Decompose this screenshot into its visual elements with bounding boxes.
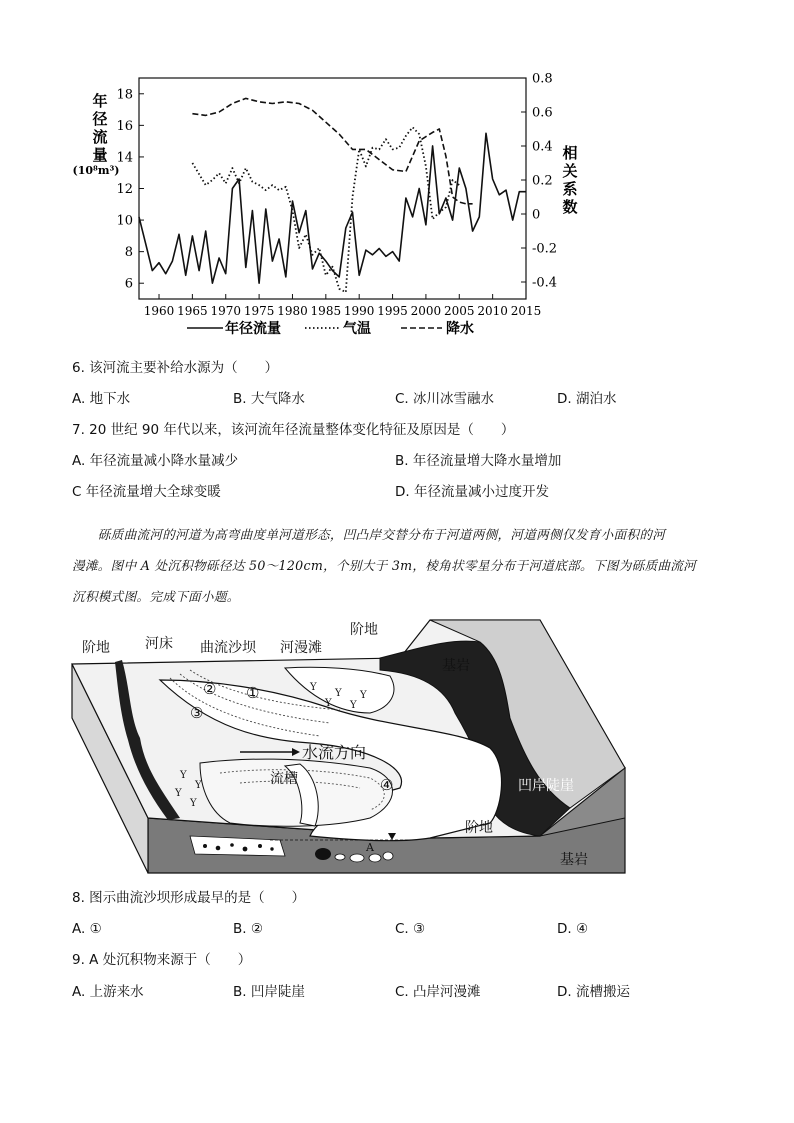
label-point-bar: 曲流沙坝 [200,640,256,656]
svg-text:Y: Y [175,788,182,799]
y-left-label [73,92,120,177]
question-6-option-c[interactable]: C. 冰川冰雪融水 [395,391,495,407]
x-tick-label: 1960 [143,304,175,318]
label-circle-2: ② [203,680,217,698]
svg-text:Y: Y [350,700,357,711]
label-bedrock-top: 基岩 [442,658,470,674]
y-left-label-unit: (10⁸m³) [72,164,120,177]
question-7-option-d[interactable]: D. 年径流量减小过度开发 [395,484,549,500]
legend-label-precipitation: 降水 [446,321,474,337]
question-7-stem: 7. 20 世纪 90 年代以来，该河流年径流量整体变化特征及原因是（ ） [72,422,515,438]
y-left-tick-label: 12 [116,182,133,197]
series-line-temperature [192,127,459,292]
question-6-option-b[interactable]: B. 大气降水 [233,391,305,407]
y-right-tick-label: 0.8 [532,71,553,87]
y-left-label-char: 径 [92,110,108,128]
boulder-large [315,848,331,860]
y-left-tick-label: 18 [116,87,133,103]
x-tick-label: 1975 [243,304,275,318]
question-9-option-c[interactable]: C. 凸岸河漫滩 [395,984,481,1000]
runoff-correlation-chart [60,70,578,345]
y-left-label-char: 流 [92,128,108,146]
y-right-tick-label: 0.6 [532,105,553,121]
boulder-a4 [383,852,393,860]
question-7-option-b[interactable]: B. 年径流量增大降水量增加 [395,453,562,469]
label-floodplain: 河漫滩 [280,640,322,656]
meander-deposition-diagram [70,618,630,880]
question-6-option-d[interactable]: D. 湖泊水 [557,391,617,407]
question-6-option-a[interactable]: A. 地下水 [72,391,131,407]
label-flow-direction: 水流方向 [302,743,367,762]
label-terrace-top: 阶地 [350,622,378,638]
legend-label-runoff: 年径流量 [225,321,281,337]
x-tick-label: 2005 [444,304,475,318]
series-line-precipitation [192,98,472,203]
legend-label-temperature: 气温 [343,321,371,337]
question-8-option-d[interactable]: D. ④ [557,921,589,937]
boulder-a2 [350,854,364,862]
passage-line-1: 砾质曲流河的河道为高弯曲度单河道形态，凹凸岸交替分布于河道两侧，河道两侧仅发育小面积的河 [72,527,666,542]
y-right-label-char: 数 [562,198,578,216]
question-8-option-a[interactable]: A. ① [72,921,102,937]
svg-text:Y: Y [335,688,342,699]
label-a: A [366,841,374,854]
y-left-tick-label: 14 [116,150,133,166]
y-right-label [562,144,577,216]
label-chute: 流槽 [270,771,298,787]
label-riverbed: 河床 [145,636,173,652]
y-left-tick-label: 8 [124,245,133,261]
label-terrace-bottom: 阶地 [465,820,493,836]
question-9-option-b[interactable]: B. 凹岸陡崖 [233,984,305,1000]
label-circle-3: ③ [190,704,204,722]
question-8-option-b[interactable]: B. ② [233,921,263,937]
label-circle-4: ④ [380,776,394,794]
y-right-tick-label: -0.2 [532,241,558,257]
label-cutbank: 凹岸陡崖 [518,778,574,794]
question-7-option-a[interactable]: A. 年径流量减小降水量减少 [72,453,239,469]
question-7-option-c[interactable]: C 年径流量增大全球变暖 [72,484,221,500]
y-right-tick-label: 0.4 [532,139,553,155]
passage-line-2: 漫滩。图中 A 处沉积物砾径达 50～120cm，个别大于 3m，棱角状零星分布于河道底部。下图为砾质曲流河 [72,558,697,573]
svg-text:Y: Y [180,770,187,781]
y-right-label-char: 系 [562,180,578,198]
svg-text:Y: Y [360,690,367,701]
question-8-option-c[interactable]: C. ③ [395,921,426,937]
x-tick-label: 1995 [377,304,408,318]
y-right-label-char: 相 [562,144,578,162]
x-tick-label: 2015 [510,304,542,318]
x-tick-label: 1965 [177,304,208,318]
y-right-label-char: 关 [562,162,578,180]
x-tick-label: 1990 [343,304,375,318]
passage-line-3: 沉积模式图。完成下面小题。 [72,589,240,604]
question-9-option-a[interactable]: A. 上游来水 [72,984,144,1000]
svg-text:Y: Y [325,698,332,709]
series-line-runoff [139,133,526,283]
label-bedrock-bottom: 基岩 [560,852,588,868]
boulder-a1 [335,854,345,860]
question-8-stem: 8. 图示曲流沙坝形成最早的是（ ） [72,890,306,906]
y-left-tick-label: 10 [116,213,133,229]
y-left-ticks [116,87,144,291]
label-terrace-left: 阶地 [82,640,110,656]
question-9-stem: 9. A 处沉积物来源于（ ） [72,952,252,968]
x-tick-label: 1980 [277,304,308,318]
label-circle-1: ① [246,684,260,702]
y-left-label-char: 量 [92,146,108,164]
x-tick-label: 2010 [477,304,508,318]
question-9-option-d[interactable]: D. 流槽搬运 [557,984,630,1000]
boulder-a3 [369,854,381,862]
series-layer [139,98,526,292]
svg-text:Y: Y [195,780,202,791]
x-tick-label: 2000 [410,304,442,318]
question-6-stem: 6. 该河流主要补给水源为（ ） [72,360,279,376]
y-right-tick-label: 0 [532,207,541,223]
y-left-label-char: 年 [92,92,108,110]
y-left-tick-label: 16 [116,118,133,134]
svg-text:Y: Y [190,798,197,809]
x-tick-label: 1985 [310,304,342,318]
y-left-tick-label: 6 [124,276,133,292]
svg-text:Y: Y [310,682,317,693]
y-right-tick-label: 0.2 [532,173,553,189]
y-right-tick-label: -0.4 [532,275,558,291]
legend [187,320,474,337]
x-ticks [144,294,542,318]
x-tick-label: 1970 [210,304,242,318]
